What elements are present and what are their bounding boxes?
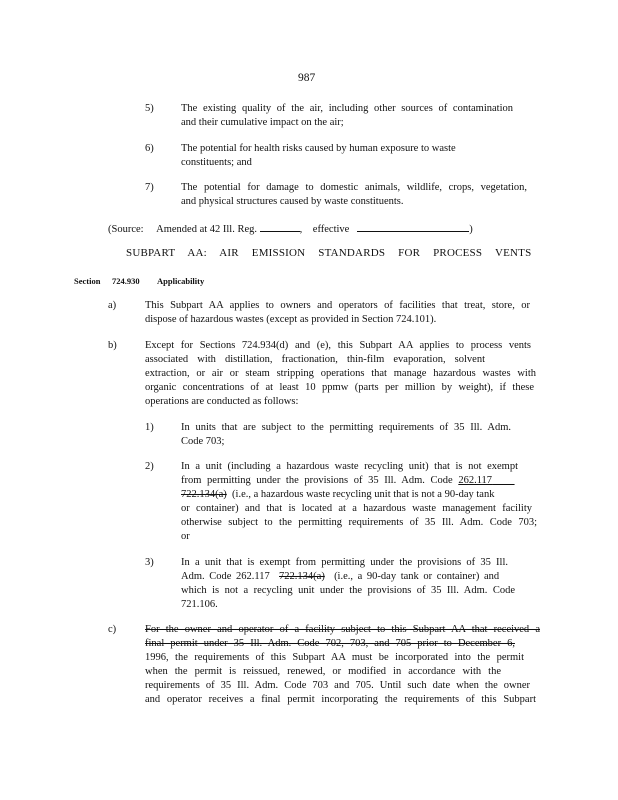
paragraph-line: extraction, or air or steam stripping operations that manage hazardous wastes with xyxy=(145,368,536,379)
paragraph-line: associated with distillation, fractionation, thin-film evaporation, solvent xyxy=(145,354,485,365)
subitem-line: or xyxy=(181,531,190,542)
list-number: 6) xyxy=(145,143,154,154)
list-text-line: and physical structures caused by waste constituents. xyxy=(181,196,404,207)
section-label: Section xyxy=(74,276,101,286)
blank-line xyxy=(357,221,469,232)
subitem-line: Code 703; xyxy=(181,436,225,447)
paragraph-line: when the permit is reissued, renewed, or modified in accordance with the xyxy=(145,666,501,677)
paragraph-line: Except for Sections 724.934(d) and (e), this Subpart AA applies to process vents xyxy=(145,340,531,351)
subitem-text: (i.e., a 90-day tank or container) and xyxy=(334,571,500,582)
subitem-line: 721.106. xyxy=(181,599,218,610)
subitem-text: Adm. Code 262.117 xyxy=(181,571,270,582)
paragraph-line: 1996, the requirements of this Subpart AA must be incorporated into the permit xyxy=(145,652,524,663)
source-effective: effective xyxy=(312,224,350,235)
paragraph-number: a) xyxy=(108,300,117,311)
inserted-text: 262.117 xyxy=(458,475,493,486)
source-close: ) xyxy=(469,224,473,235)
list-number: 5) xyxy=(145,103,154,114)
list-text-line: The potential for damage to domestic animals, wildlife, crops, vegetation, xyxy=(181,182,527,193)
subitem-text: from permitting under the provisions of 35 Ill. Adm. Code xyxy=(181,475,453,486)
list-text-line: and their cumulative impact on the air; xyxy=(181,117,344,128)
subitem-number: 2) xyxy=(145,461,154,472)
section-title: Applicability xyxy=(157,276,205,286)
subitem-line: In a unit (including a hazardous waste recycling unit) that is not exempt xyxy=(181,461,518,472)
section-number: 724.930 xyxy=(112,276,140,286)
list-text-line: The potential for health risks caused by human exposure to waste xyxy=(181,143,456,154)
list-number: 7) xyxy=(145,182,154,193)
subitem-line: which is not a recycling unit under the provisions of 35 Ill. Adm. Code xyxy=(181,585,515,596)
source-note: (Source: Amended at 42 Ill. Reg. , effective ) xyxy=(108,221,473,237)
struck-text: 722.134(a) xyxy=(181,489,227,500)
paragraph-line: organic concentrations of at least 10 ppmw (parts per million by weight), if these xyxy=(145,382,534,393)
struck-line: For the owner and operator of a facility subject to this Subpart AA that received a xyxy=(145,624,540,635)
blank-line xyxy=(260,221,300,232)
paragraph-line: dispose of hazardous wastes (except as provided in Section 724.101). xyxy=(145,314,437,325)
subitem-line: otherwise subject to the permitting requirements of 35 Ill. Adm. Code 703; xyxy=(181,517,537,528)
paragraph-line: operations are conducted as follows: xyxy=(145,396,299,407)
subitem-number: 1) xyxy=(145,422,154,433)
source-prefix: (Source: xyxy=(108,224,144,235)
paragraph-number: b) xyxy=(108,340,117,351)
struck-line: final permit under 35 Ill. Adm. Code 702, 703, and 705 prior to December 6, xyxy=(145,638,515,649)
paragraph-line: requirements of 35 Ill. Adm. Code 703 and 705. Until such date when the owner xyxy=(145,680,530,691)
subitem-line xyxy=(181,474,515,488)
subitem-text: (i.e., a hazardous waste recycling unit that is not a 90-day tank xyxy=(232,489,495,500)
struck-text: 722.134(a) xyxy=(279,571,325,582)
subpart-heading: SUBPART AA: AIR EMISSION STANDARDS FOR PROCESS VENTS xyxy=(126,247,532,259)
list-text-line: constituents; and xyxy=(181,157,252,168)
source-amended: Amended at 42 Ill. Reg. xyxy=(156,224,258,235)
list-text-line: The existing quality of the air, including other sources of contamination xyxy=(181,103,513,114)
paragraph-line: and operator receives a final permit incorporating the requirements of this Subpart xyxy=(145,694,536,705)
subitem-line xyxy=(181,570,499,584)
subitem-line: In units that are subject to the permitting requirements of 35 Ill. Adm. xyxy=(181,422,511,433)
subitem-line: or container) and that is located at a hazardous waste management facility xyxy=(181,503,532,514)
subitem-line: In a unit that is exempt from permitting under the provisions of 35 Ill. xyxy=(181,557,508,568)
paragraph-line: This Subpart AA applies to owners and operators of facilities that treat, store, or xyxy=(145,300,530,311)
subitem-line xyxy=(181,488,494,502)
subitem-number: 3) xyxy=(145,557,154,568)
paragraph-number: c) xyxy=(108,624,117,635)
page-number: 987 xyxy=(298,72,316,84)
